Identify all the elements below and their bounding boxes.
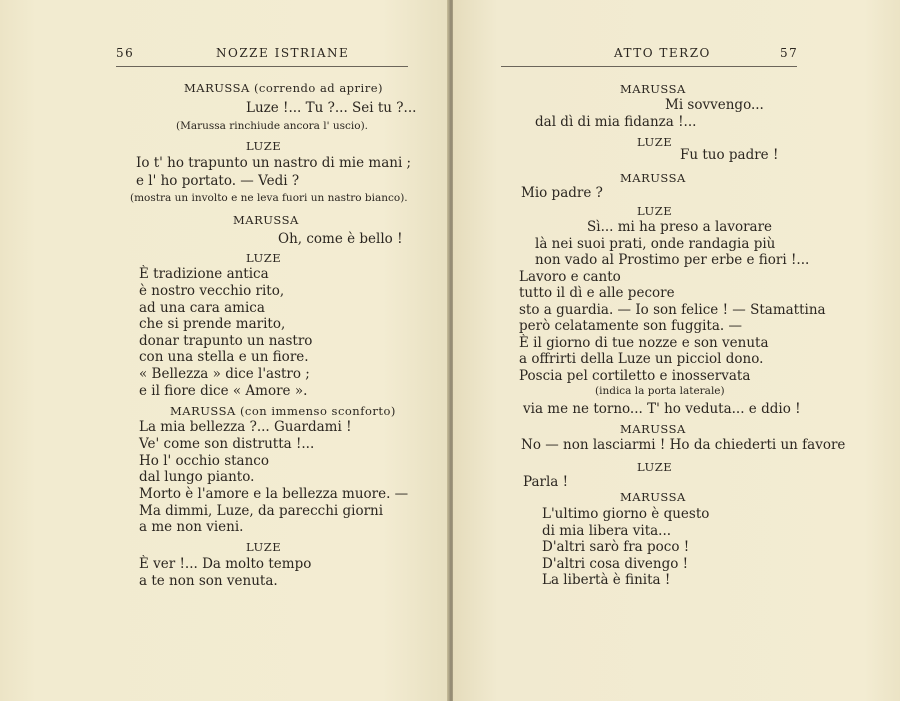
verse-line: Luze !... Tu ?... Sei tu ?... [246, 100, 417, 116]
speaker-name: LUZE [246, 139, 282, 153]
speaker-name: MARUSSA [620, 171, 686, 185]
verse-line: Parla ! [523, 474, 569, 490]
speaker-name: LUZE [637, 204, 673, 218]
running-title: ATTO TERZO [614, 46, 711, 60]
verse-line: che si prende marito, [139, 316, 286, 332]
verse-line: È tradizione antica [139, 266, 269, 282]
verse-line: a offrirti della Luze un picciol dono. [519, 351, 764, 367]
verse-line: Mi sovvengo... [665, 97, 764, 113]
verse-line: dal lungo pianto. [139, 469, 255, 485]
verse-line: La libertà è finita ! [542, 572, 671, 588]
verse-line: a te non son venuta. [139, 573, 278, 589]
speaker-name: LUZE [637, 135, 673, 149]
verse-line: e l' ho portato. — Vedi ? [136, 173, 300, 189]
verse-line: La mia bellezza ?... Guardami ! [139, 419, 352, 435]
verse-line: con una stella e un fiore. [139, 349, 309, 365]
verse-line: Mio padre ? [521, 185, 603, 201]
speaker-name: LUZE [637, 460, 673, 474]
verse-line: L'ultimo giorno è questo [542, 506, 710, 522]
stage-direction: (Marussa rinchiude ancora l' uscio). [176, 120, 369, 132]
running-title: NOZZE ISTRIANE [216, 46, 350, 60]
header-rule [501, 66, 797, 67]
verse-line: È il giorno di tue nozze e son venuta [519, 335, 769, 351]
verse-line: sto a guardia. — Io son felice ! — Stamattina [519, 302, 826, 318]
verse-line: Poscia pel cortiletto e inosservata [519, 368, 751, 384]
verse-line: non vado al Prostimo per erbe e fiori !... [535, 252, 810, 268]
page-number: 56 [116, 46, 135, 60]
verse-line: Sì... mi ha preso a lavorare [587, 219, 773, 235]
verse-line: Morto è l'amore e la bellezza muore. — [139, 486, 409, 502]
verse-line: e il fiore dice « Amore ». [139, 383, 308, 399]
verse-line: dal dì di mia fidanza !... [535, 114, 697, 130]
speaker-name: MARUSSA [620, 422, 686, 436]
verse-line: D'altri cosa divengo ! [542, 556, 689, 572]
speaker-name: MARUSSA [233, 213, 299, 227]
verse-line: Ho l' occhio stanco [139, 453, 269, 469]
stage-direction: (indica la porta laterale) [595, 385, 725, 397]
speaker-name: LUZE [246, 540, 282, 554]
verse-line: di mia libera vita... [542, 523, 672, 539]
verse-line: Oh, come è bello ! [278, 231, 403, 247]
speaker-with-direction: MARUSSA (correndo ad aprire) [184, 81, 383, 95]
page-number: 57 [780, 46, 799, 60]
verse-line: a me non vieni. [139, 519, 244, 535]
verse-line: donar trapunto un nastro [139, 333, 313, 349]
header-rule [116, 66, 408, 67]
verse-line: « Bellezza » dice l'astro ; [139, 366, 310, 382]
speaker-name: LUZE [246, 251, 282, 265]
verse-line: Fu tuo padre ! [680, 147, 779, 163]
verse-line: No — non lasciarmi ! Ho da chiederti un favore [521, 437, 846, 453]
verse-line: ad una cara amica [139, 300, 265, 316]
right-page [453, 0, 900, 701]
verse-line: via me ne torno... T' ho veduta... e ddio ! [523, 401, 801, 417]
verse-line: D'altri sarò fra poco ! [542, 539, 690, 555]
verse-line: là nei suoi prati, onde randagia più [535, 236, 776, 252]
verse-line: Lavoro e canto [519, 269, 621, 285]
speaker-name: MARUSSA [620, 490, 686, 504]
speaker-with-direction: MARUSSA (con immenso sconforto) [170, 404, 396, 418]
verse-line: è nostro vecchio rito, [139, 283, 285, 299]
stage-direction: (mostra un involto e ne leva fuori un nastro bianco). [130, 192, 408, 204]
verse-line: È ver !... Da molto tempo [139, 556, 312, 572]
verse-line: però celatamente son fuggita. — [519, 318, 742, 334]
verse-line: Io t' ho trapunto un nastro di mie mani ; [136, 155, 412, 171]
verse-line: tutto il dì e alle pecore [519, 285, 675, 301]
speaker-name: MARUSSA [620, 82, 686, 96]
verse-line: Ve' come son distrutta !... [139, 436, 315, 452]
verse-line: Ma dimmi, Luze, da parecchi giorni [139, 503, 384, 519]
